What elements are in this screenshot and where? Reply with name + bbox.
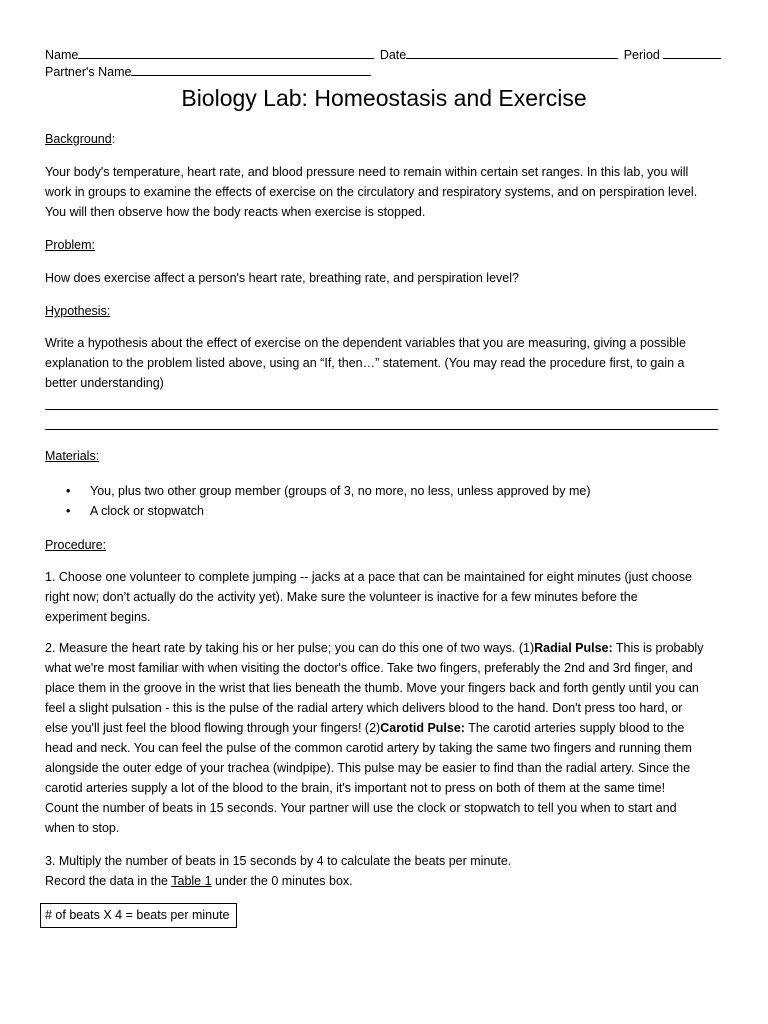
materials-list (45, 481, 591, 521)
page-title: Biology Lab: Homeostasis and Exercise (181, 85, 587, 111)
procedure-step-2: 2. Measure the heart rate by taking his or her pulse; you can do this one of two ways. (1)Radial Pulse: This is probably what we're most familiar with when visiting the doctor's office. Take two fingers, preferably the 2nd and 3rd finger, and place them in the groove in the wrist that lies beneath the thumb. Move your fingers back and forth gently until you can feel a slight pulsation - this is the pulse of the radial artery which delivers blood to the hand. Don't press too hard, or else you'll just feel the blood flowing through your fingers! (2)Carotid Pulse: The carotid arteries supply blood to the head and neck. You can feel the pulse of the common carotid artery by taking the same two fingers and running them alongside the outer edge of your trachea (windpipe). This pulse may be easier to find than the radial artery. Since the carotid arteries supply a lot of the blood to the brain, it's important not to press on both of them at the same time! Count the number of beats in 15 seconds. Your partner will use the clock or stopwatch to tell you when to start and when to stop. (45, 641, 704, 835)
partner-label: Partner's Name (45, 65, 132, 79)
background-heading: Background: (45, 132, 116, 146)
problem-text: How does exercise affect a person's heart rate, breathing rate, and perspiration level? (45, 271, 519, 285)
procedure-step-3: 3. Multiply the number of beats in 15 seconds by 4 to calculate the beats per minute. Record the data in the Table 1 under the 0 minutes box. (45, 854, 512, 888)
period-label: Period (623, 48, 660, 62)
list-item: • A clock or stopwatch (45, 501, 591, 521)
name-blank[interactable] (78, 47, 374, 59)
bullet-icon: • (66, 504, 71, 518)
problem-heading: Problem: (45, 238, 96, 252)
list-item: • You, plus two other group member (groups of 3, no more, no less, unless approved by me) (45, 481, 591, 501)
hypothesis-heading: Hypothesis: (45, 304, 111, 318)
bullet-icon: • (66, 484, 71, 498)
procedure-heading: Procedure: (45, 538, 107, 552)
header-row-2 (45, 64, 371, 80)
date-blank[interactable] (406, 47, 618, 59)
formula-box: # of beats X 4 = beats per minute (40, 903, 237, 928)
period-blank[interactable] (663, 47, 721, 59)
background-text: Your body's temperature, heart rate, and blood pressure need to remain within certain set ranges. In this lab, you will work in groups to examine the effects of exercise on the circulatory and respiratory systems, and on perspiration level. You will then observe how the body reacts when exercise is stopped. (45, 165, 698, 219)
table-1-link[interactable]: Table 1 (171, 874, 212, 888)
procedure-step-1: 1. Choose one volunteer to complete jumping -- jacks at a pace that can be maintained for eight minutes (just choose right now; don’t actually do the activity yet). Make sure the volunteer is inactive for a few minutes before the experiment begins. (45, 570, 692, 624)
name-label: Name (45, 48, 79, 62)
radial-pulse-label: Radial Pulse: (534, 641, 613, 655)
partner-blank[interactable] (131, 64, 371, 76)
carotid-pulse-label: Carotid Pulse: (380, 721, 465, 735)
hypothesis-text: Write a hypothesis about the effect of exercise on the dependent variables that you are measuring, giving a possible explanation to the problem listed above, using an “If, then…” statement. (You may read the procedure first, to gain a better understanding) (45, 336, 686, 390)
hypothesis-answer-line-1[interactable] (45, 409, 718, 410)
hypothesis-answer-line-2[interactable] (45, 429, 718, 430)
header-row-1 (45, 47, 721, 63)
materials-heading: Materials: (45, 449, 100, 463)
date-label: Date (379, 48, 407, 62)
